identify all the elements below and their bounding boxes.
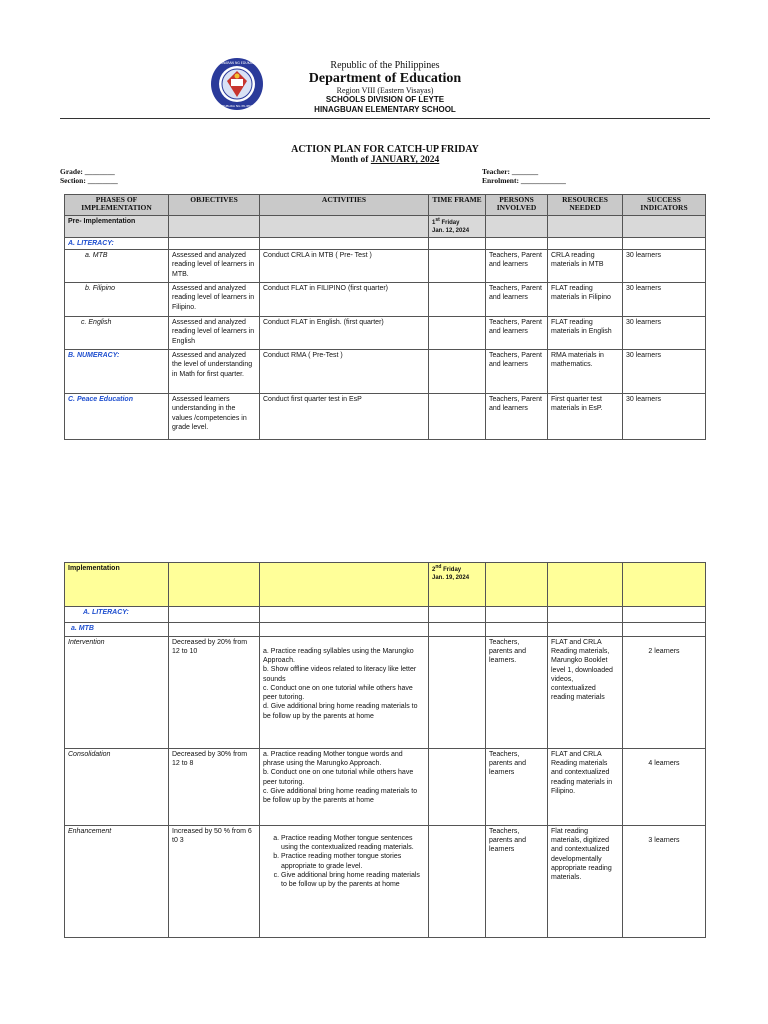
time-frame-cell: 1st Friday Jan. 12, 2024 bbox=[429, 216, 486, 238]
svg-text:KAGAWARAN NG EDUKASYON: KAGAWARAN NG EDUKASYON bbox=[213, 61, 261, 65]
header-divider bbox=[60, 118, 710, 119]
table-row: b. Filipino Assessed and analyzed reading level of learners in Filipino. Conduct FLAT in FILIPINO (first quarter) Teachers, Parent and learners FLAT reading materials in Filipino 30 learners bbox=[65, 283, 706, 317]
table-row: a. MTB Assessed and analyzed reading level of learners in MTB. Conduct CRLA in MTB ( Pre- Test ) Teachers, Parent and learners CRLA reading materials in MTB 30 learners bbox=[65, 250, 706, 283]
pre-implementation-table bbox=[64, 194, 706, 440]
header-time-frame: TIME FRAME bbox=[429, 195, 486, 216]
header-republic: Republic of the Philippines bbox=[330, 60, 440, 71]
phase-label: Pre- Implementation bbox=[65, 216, 169, 238]
teacher-field: Teacher: _______ bbox=[482, 167, 539, 176]
section-field: Section: ________ bbox=[60, 176, 118, 185]
literacy-row bbox=[65, 607, 706, 623]
phase-label: Implementation bbox=[65, 563, 169, 607]
implementation-table bbox=[64, 562, 706, 938]
header-activities: ACTIVITIES bbox=[260, 195, 429, 216]
phase-row bbox=[65, 216, 706, 238]
table-row: B. NUMERACY: Assessed and analyzed the level of understanding in Math for first quarter. Conduct RMA ( Pre-Test ) Teachers, Parent and learners RMA materials in mathematics. 30 learners bbox=[65, 350, 706, 394]
table-row: C. Peace Education Assessed learners understanding in the values /competencies in grade level. Conduct first quarter test in EsP Teachers, Parent and learners First quarter test materials in EsP. 30 learners bbox=[65, 394, 706, 440]
header-division: SCHOOLS DIVISION OF LEYTE bbox=[325, 95, 445, 104]
header-region: Region VIII (Eastern Visayas) bbox=[336, 86, 434, 95]
mtb-row bbox=[65, 623, 706, 637]
header-success: SUCCESS INDICATORS bbox=[623, 195, 706, 216]
table-row: Intervention Decreased by 20% from 12 to 10 a. Practice reading syllables using the Marungko Approach. b. Show offline videos related to literacy like letter sounds c. Conduct one on one tutorial while others have peer tutoring. d. Give additional bring home reading materials to be follow up by the parents at home Teachers, parents and learners. FLAT and CRLA Reading materials, Marungko Booklet level 1, downloaded videos, contextualized reading materials 2 learners bbox=[65, 637, 706, 749]
header-school: HINAGBUAN ELEMENTARY SCHOOL bbox=[314, 105, 456, 114]
literacy-row bbox=[65, 238, 706, 250]
document-title: ACTION PLAN FOR CATCH-UP FRIDAY bbox=[291, 144, 479, 155]
grade-field: Grade: ________ bbox=[60, 167, 115, 176]
header-phases: PHASES OF IMPLEMENTATION bbox=[65, 195, 169, 216]
enrolment-field: Enrolment: ____________ bbox=[482, 176, 566, 185]
table-row: Enhancement Increased by 50 % from 6 t0 3 a. Practice reading Mother tongue sentences using the contextualized reading materials. b. Practice reading mother tongue stories appropriate to grade level. c. Give additional bring home reading materials to be follow up by the parents at home Teachers, parents and learners Flat reading materials, digitized and contextualized developmentally appropriate reading materials. 3 learners bbox=[65, 826, 706, 938]
literacy-label: A. LITERACY: bbox=[65, 607, 169, 623]
table-row: Consolidation Decreased by 30% from 12 to 8 a. Practice reading Mother tongue words and phrase using the Marungko Approach. b. Conduct one on one tutorial while others have peer tutoring. c. Give additional bring home reading materials to be follow up by the parents at home Teachers, parents and learners FLAT and CRLA Reading materials and contextualized reading materials in Filipino. 4 learners bbox=[65, 749, 706, 826]
table-header-row bbox=[65, 195, 706, 216]
phase-row bbox=[65, 563, 706, 607]
time-frame-cell: 2nd Friday Jan. 19, 2024 bbox=[429, 563, 486, 607]
deped-seal-logo bbox=[210, 57, 264, 111]
literacy-label: A. LITERACY: bbox=[65, 238, 169, 250]
table-row: c. English Assessed and analyzed reading level of learners in English Conduct FLAT in English. (first quarter) Teachers, Parent and learners FLAT reading materials in English 30 learners bbox=[65, 317, 706, 350]
header-objectives: OBJECTIVES bbox=[169, 195, 260, 216]
document-month: Month of JANUARY, 2024 bbox=[330, 155, 440, 165]
header-resources: RESOURCES NEEDED bbox=[548, 195, 623, 216]
header-persons: PERSONS INVOLVED bbox=[486, 195, 548, 216]
svg-text:REPUBLIKA NG PILIPINAS: REPUBLIKA NG PILIPINAS bbox=[218, 104, 256, 108]
header-department: Department of Education bbox=[308, 71, 462, 86]
mtb-label: a. MTB bbox=[65, 623, 169, 637]
